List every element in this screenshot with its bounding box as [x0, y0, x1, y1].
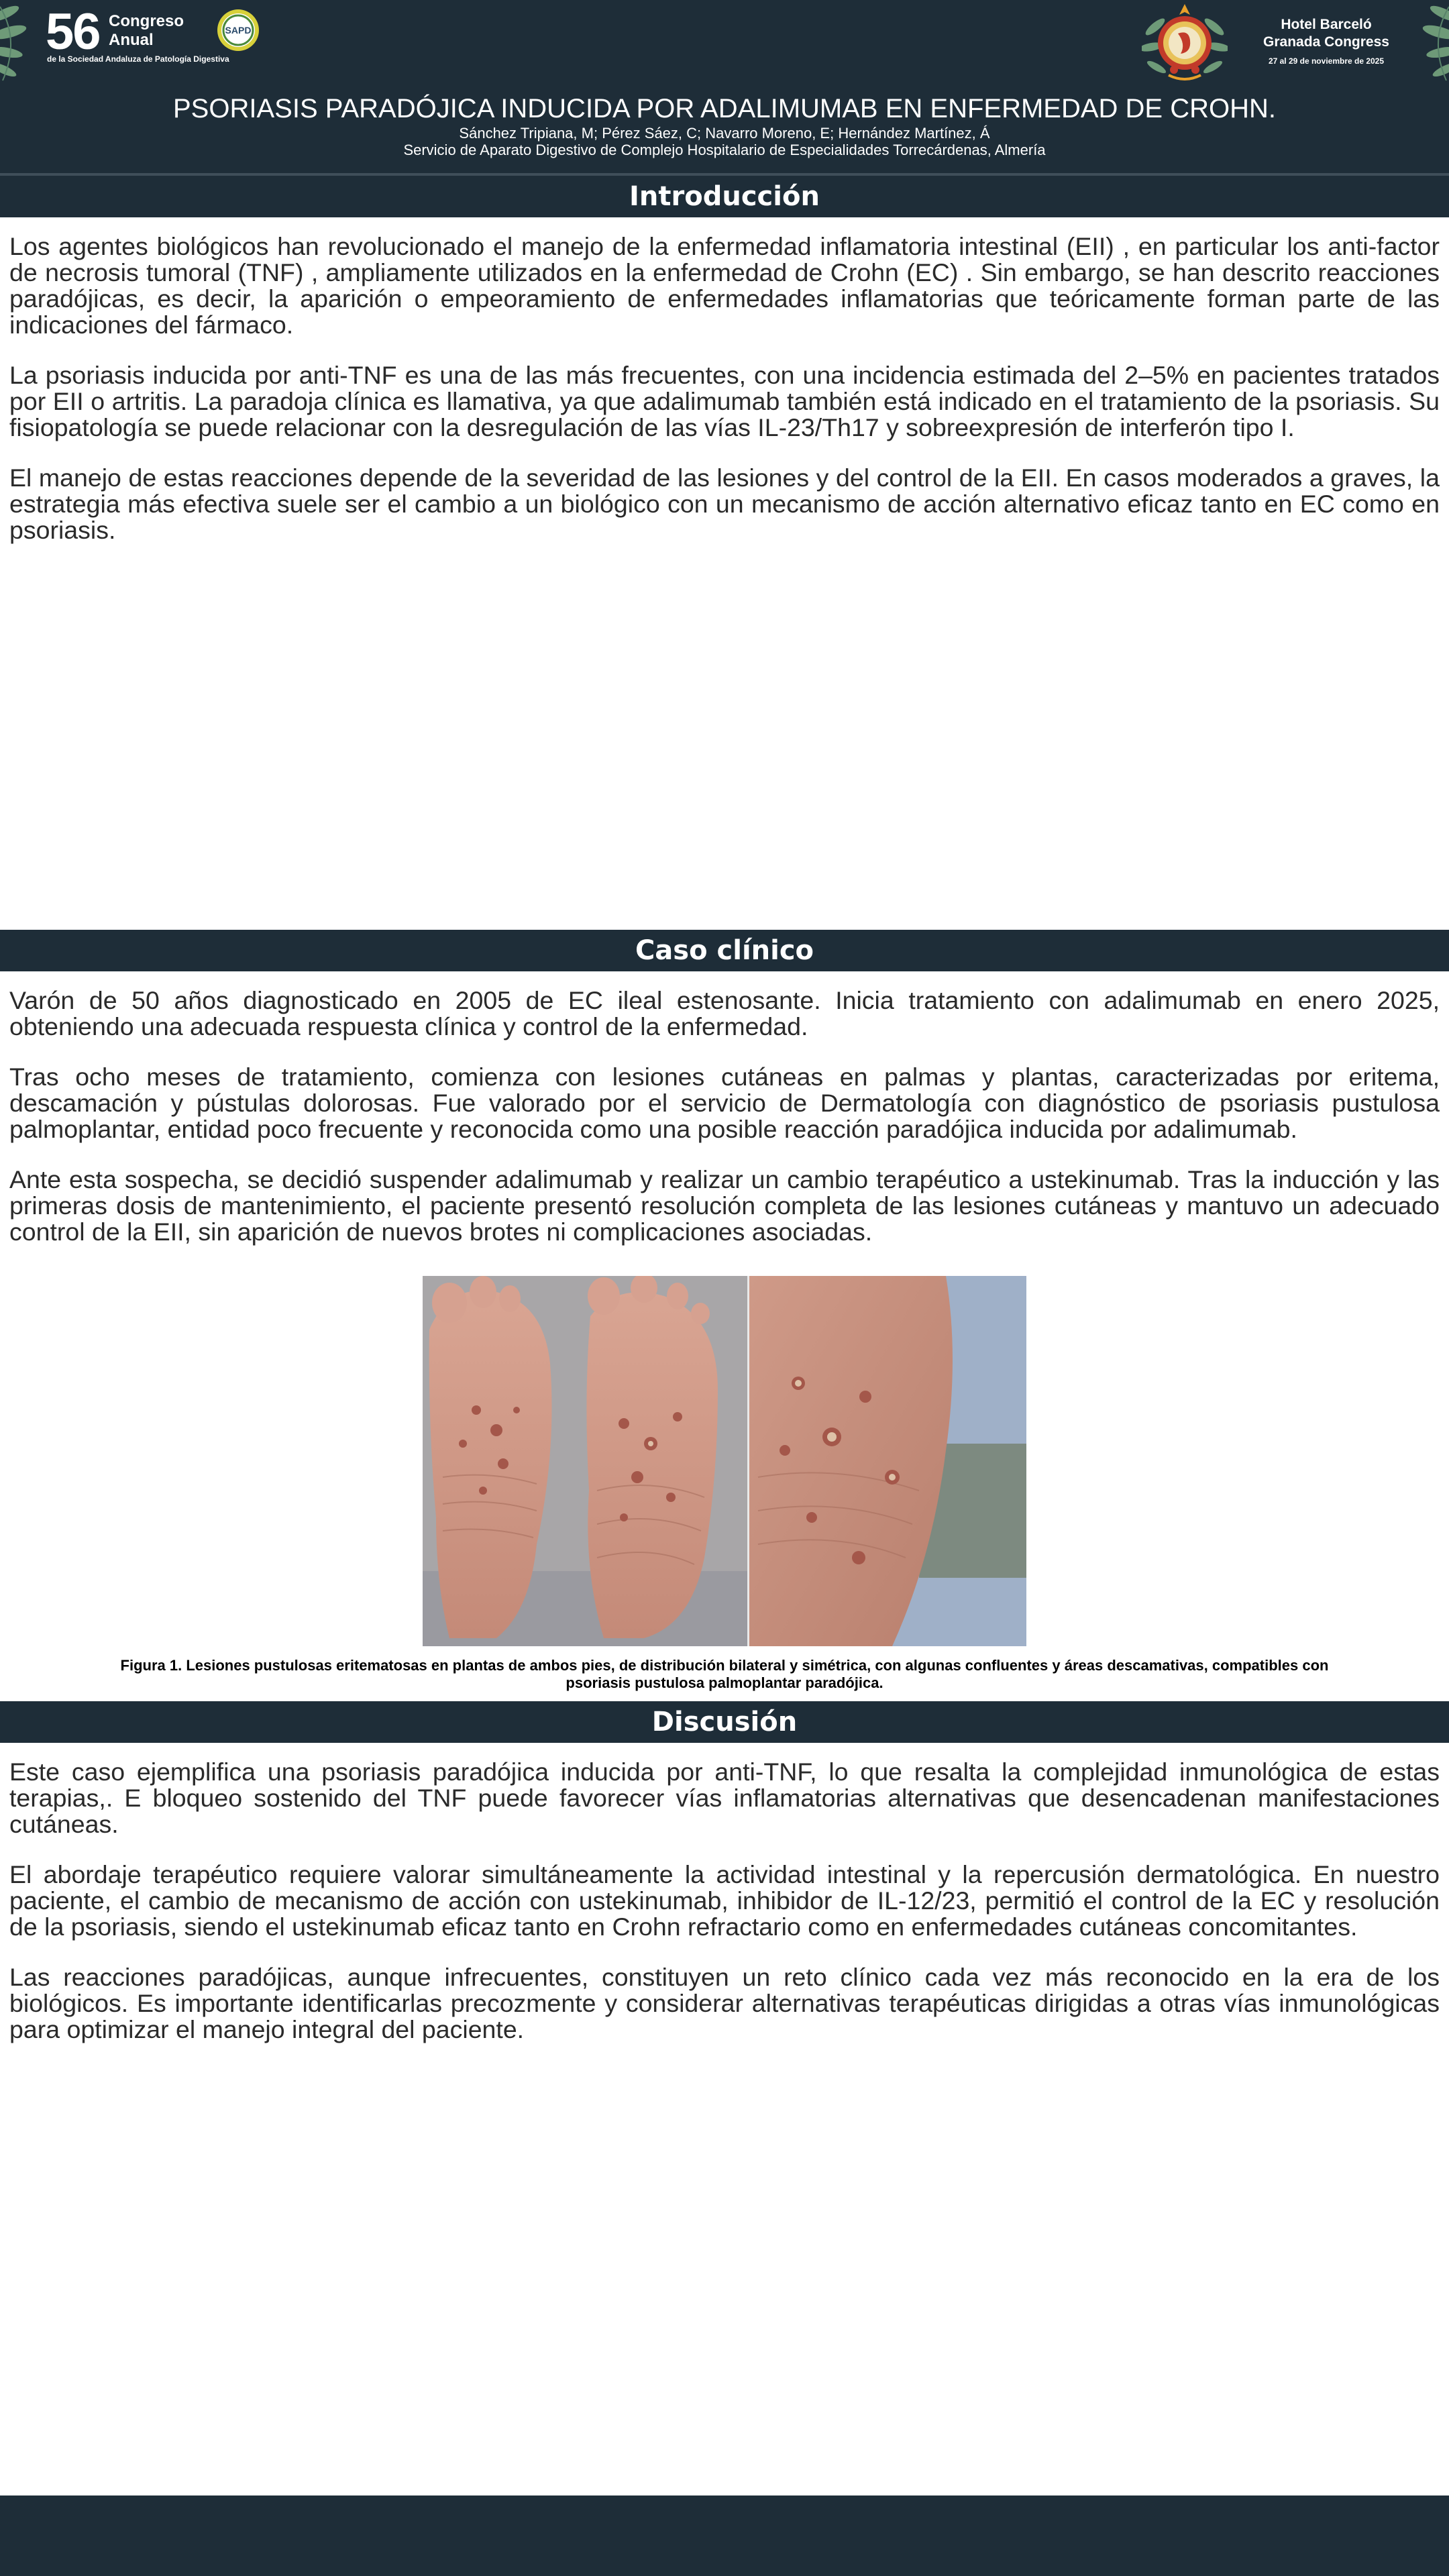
case-body: [9, 987, 1440, 1269]
granada-emblem: [1142, 0, 1228, 83]
venue-info: [1249, 16, 1403, 68]
case-heading: Caso clínico: [0, 930, 1449, 971]
case-paragraph-1: Varón de 50 años diagnosticado en 2005 de EC ileal estenosante. Inicia tratamiento con adalimumab en enero 2025, obteniendo una adecuada respuesta clínica y control de la enfermedad.: [9, 986, 1440, 1040]
discussion-body: [9, 1759, 1440, 2067]
sapd-logo: [216, 8, 260, 52]
poster-footer: [0, 2496, 1449, 2576]
intro-paragraph-3: El manejo de estas reacciones depende de la severidad de las lesiones y del control de la EII. En casos moderados a graves, la estrategia más efectiva suele ser el cambio a un biológico con un mecanismo de acción alternativo eficaz tanto en EC como en psoriasis.: [9, 464, 1440, 544]
poster-authors: Sánchez Tripiana, M; Pérez Sáez, C; Navarro Moreno, E; Hernández Martínez, Á: [459, 125, 990, 142]
leaf-decoration-right: [1409, 0, 1449, 87]
sapd-logo-text: SAPD: [225, 25, 252, 36]
discussion-paragraph-3: Las reacciones paradójicas, aunque infrecuentes, constituyen un reto clínico cada vez más reconocido en la era de los biológicos. Es importante identificarlas precozmente y considerar alternativas terapéuticas dirigidas a otras vías inmunológicas para optimizar el manejo integral del paciente.: [9, 1963, 1440, 2043]
case-paragraph-2: Tras ocho meses de tratamiento, comienza con lesiones cutáneas en palmas y plantas, caracterizadas por eritema, descamación y pústulas dolorosas. Fue valorado por el servicio de Dermatología con diagnóstico de psoriasis pustulosa palmoplantar, entidad poco frecuente y reconocida como una posible reacción paradójica inducida por adalimumab.: [9, 1063, 1440, 1143]
intro-body: [9, 233, 1440, 568]
poster-header: [0, 0, 1449, 173]
venue-congress-center: Granada Congress: [1263, 34, 1389, 50]
poster-affiliation: Servicio de Aparato Digestivo de Complejo Hospitalario de Especialidades Torrecárdenas, Almería: [403, 142, 1046, 158]
congress-word: Congreso: [109, 12, 184, 30]
figure-caption-line-2: psoriasis pustulosa palmoplantar paradójica.: [566, 1674, 883, 1691]
venue-hotel: Hotel Barceló: [1281, 17, 1372, 32]
congress-number: 56: [46, 3, 100, 60]
case-paragraph-3: Ante esta sospecha, se decidió suspender adalimumab y realizar un cambio terapéutico a ustekinumab. Tras la inducción y las primeras dosis de mantenimiento, el paciente presentó resolución completa de las lesiones cutáneas y mantuvo un adecuado control de la EII, sin aparición de nuevos brotes ni complicaciones asociadas.: [9, 1165, 1440, 1246]
venue-dates: 27 al 29 de noviembre de 2025: [1268, 56, 1385, 66]
society-name: de la Sociedad Andaluza de Patología Digestiva: [47, 54, 229, 64]
discussion-heading: Discusión: [0, 1701, 1449, 1743]
intro-paragraph-1: Los agentes biológicos han revolucionado el manejo de la enfermedad inflamatoria intestinal (EII) , en particular los anti-factor de necrosis tumoral (TNF) , ampliamente utilizados en la enfermedad de Crohn (EC) . Sin embargo, se han descrito reacciones paradójicas, es decir, la aparición o empeoramiento de enfermedades inflamatorias que teóricamente forman parte de las indicaciones del fármaco.: [9, 232, 1440, 339]
figure-caption: [54, 1657, 1395, 1692]
intro-paragraph-2: La psoriasis inducida por anti-TNF es una de las más frecuentes, con una incidencia estimada del 2–5% en pacientes tratados por EII o artritis. La paradoja clínica es llamativa, ya que adalimumab también está indicado en el tratamiento de la psoriasis. Su fisiopatología se puede relacionar con la desregulación de las vías IL-23/Th17 y sobreexpresión de interferón tipo I.: [9, 361, 1440, 441]
discussion-paragraph-1: Este caso ejemplifica una psoriasis paradójica inducida por anti-TNF, lo que resalta la complejidad inmunológica de estas terapias,. E bloqueo sostenido del TNF puede favorecer vías inflamatorias alternativas que desencadenan manifestaciones cutáneas.: [9, 1758, 1440, 1838]
figure-caption-line-1: Figura 1. Lesiones pustulosas eritematosas en plantas de ambos pies, de distribución bilateral y simétrica, con algunas confluentes y áreas descamativas, compatibles con: [120, 1657, 1329, 1674]
discussion-paragraph-2: El abordaje terapéutico requiere valorar simultáneamente la actividad intestinal y la repercusión dermatológica. En nuestro paciente, el cambio de mecanismo de acción con ustekinumab, inhibidor de IL-12/23, permitió el control de la EC y resolución de la psoriasis, siendo el ustekinumab eficaz tanto en Crohn refractario como en enfermedades cutáneas concomitantes.: [9, 1860, 1440, 1941]
leaf-decoration-left: [0, 0, 40, 87]
title-block: [0, 93, 1449, 158]
intro-heading: Introducción: [0, 176, 1449, 217]
poster-title: PSORIASIS PARADÓJICA INDUCIDA POR ADALIMUMAB EN ENFERMEDAD DE CROHN.: [173, 94, 1276, 123]
clinical-photo-feet: [423, 1276, 1026, 1646]
congress-annual: Anual: [109, 31, 154, 49]
